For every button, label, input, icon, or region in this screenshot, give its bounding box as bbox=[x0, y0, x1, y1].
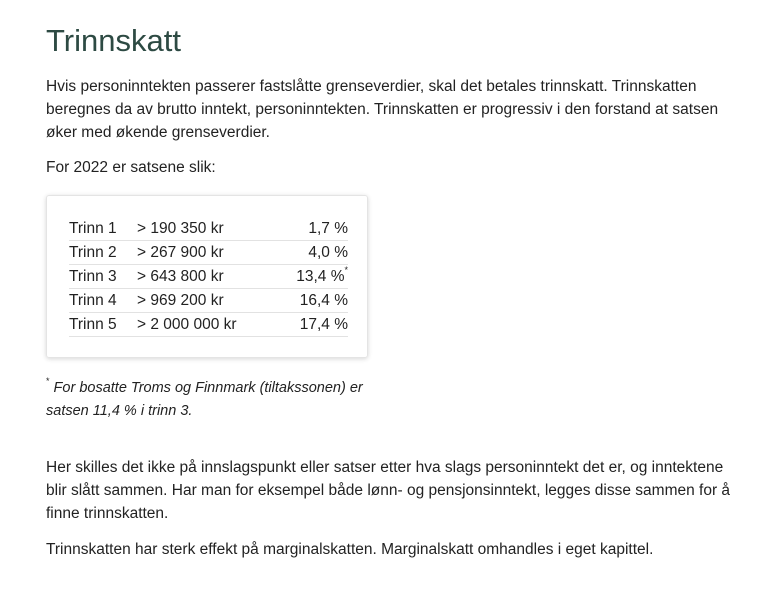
table-row bbox=[69, 313, 348, 337]
rate-cell bbox=[272, 241, 348, 265]
table-row bbox=[69, 217, 348, 241]
rate-cell bbox=[272, 217, 348, 241]
rate-value: 13,4 % bbox=[296, 268, 345, 285]
body-paragraph: Trinnskatten har sterk effekt på marginalskatten. Marginalskatt omhandles i eget kapittel. bbox=[46, 541, 654, 558]
footnote-marker: * bbox=[46, 376, 50, 387]
rate-cell bbox=[272, 265, 348, 289]
step-cell: Trinn 1 bbox=[69, 217, 137, 241]
step-cell: Trinn 2 bbox=[69, 241, 137, 265]
rates-table bbox=[69, 217, 348, 337]
table-row bbox=[69, 241, 348, 265]
threshold-cell: > 969 200 kr bbox=[137, 289, 272, 313]
rates-lead-text: For 2022 er satsene slik: bbox=[46, 159, 216, 176]
intro-paragraph: Hvis personinntekten passerer fastslåtte grenseverdier, skal det betales trinnskatt. Trinnskatten beregnes da av brutto inntekt, personinntekten. Trinnskatten er progressiv i den forstand at satsen øker med økende grenseverdier. bbox=[46, 78, 719, 141]
rate-value: 1,7 % bbox=[308, 220, 348, 237]
threshold-cell: > 643 800 kr bbox=[137, 265, 272, 289]
footnote-marker: * bbox=[344, 264, 348, 275]
rate-value: 17,4 % bbox=[299, 316, 348, 333]
footnote bbox=[46, 377, 386, 423]
step-cell: Trinn 4 bbox=[69, 289, 137, 313]
threshold-cell: > 267 900 kr bbox=[137, 241, 272, 265]
rate-cell bbox=[272, 289, 348, 313]
body-paragraph: Her skilles det ikke på innslagspunkt eller satser etter hva slags personinntekt det er, og inntektene blir slått sammen. Har man for eksempel både lønn- og pensjonsinntekt, legges disse sammen for å finne trinnskatten. bbox=[46, 459, 731, 522]
table-row bbox=[69, 265, 348, 289]
page-title: Trinnskatt bbox=[46, 23, 181, 58]
step-cell: Trinn 5 bbox=[69, 313, 137, 337]
threshold-cell: > 190 350 kr bbox=[137, 217, 272, 241]
table-row bbox=[69, 289, 348, 313]
rate-value: 4,0 % bbox=[308, 244, 348, 261]
step-cell: Trinn 3 bbox=[69, 265, 137, 289]
rate-cell bbox=[272, 313, 348, 337]
rates-card bbox=[46, 195, 368, 358]
threshold-cell: > 2 000 000 kr bbox=[137, 313, 272, 337]
rate-value: 16,4 % bbox=[299, 292, 348, 309]
footnote-text: For bosatte Troms og Finnmark (tiltakssonen) er satsen 11,4 % i trinn 3. bbox=[46, 380, 363, 419]
